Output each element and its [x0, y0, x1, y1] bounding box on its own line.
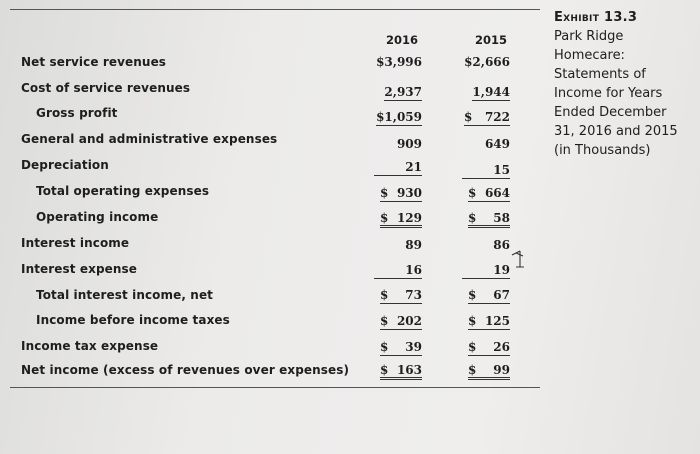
caption-line: Homecare: — [554, 48, 625, 63]
value-2016-cost-of-service-revenues: 2,937 — [384, 85, 422, 99]
row-label-general-admin-expenses: General and administrative expenses — [21, 132, 278, 146]
value-2015-income-before-taxes — [468, 314, 510, 330]
value-2015-total-operating-expenses — [468, 186, 510, 202]
value-2015-interest-expense: 19 — [462, 263, 510, 279]
caption-line: Park Ridge — [554, 29, 624, 44]
caption-line: Statements of — [554, 67, 646, 82]
amount: 722 — [484, 110, 510, 124]
dollar-sign: $ — [380, 288, 389, 302]
amount: 125 — [484, 314, 510, 328]
value-2015-gross-profit — [464, 110, 510, 126]
value-2016-income-before-taxes — [380, 314, 422, 330]
row-label-cost-of-service-revenues: Cost of service revenues — [21, 81, 191, 95]
column-header-2015: 2015 — [474, 33, 507, 47]
value-2015-net-income — [468, 363, 510, 380]
value-2015-cost-of-service-revenues: 1,944 — [472, 85, 510, 99]
bottom-rule — [10, 387, 540, 388]
dollar-sign: $ — [380, 340, 389, 354]
row-label-gross-profit: Gross profit — [36, 106, 118, 120]
caption-line: (in Thousands) — [554, 143, 651, 158]
value-2016-total-operating-expenses — [380, 186, 422, 202]
dollar-sign: $ — [380, 211, 389, 225]
exhibit-caption — [554, 8, 694, 160]
value-2016-income-tax-expense — [380, 340, 422, 356]
amount: 163 — [396, 363, 422, 377]
column-header-2016: 2016 — [385, 33, 418, 47]
amount: 67 — [493, 288, 510, 302]
row-label-depreciation: Depreciation — [21, 158, 109, 172]
amount: 664 — [484, 186, 510, 200]
dollar-sign: $ — [380, 363, 389, 377]
value-2016-net-service-revenues: $3,996 — [376, 55, 422, 69]
row-label-operating-income: Operating income — [36, 210, 159, 224]
caption-line: Ended December — [554, 105, 667, 120]
amount: 930 — [396, 186, 422, 200]
row-label-income-tax-expense: Income tax expense — [21, 339, 159, 353]
value-2016-depreciation: 21 — [374, 160, 422, 176]
value-2015-general-admin-expenses: 649 — [484, 137, 510, 151]
dollar-sign: $ — [468, 211, 477, 225]
amount: 58 — [493, 211, 510, 225]
value-2015-operating-income — [468, 211, 510, 228]
row-label-total-operating-expenses: Total operating expenses — [36, 184, 210, 198]
amount: 73 — [405, 288, 422, 302]
value-2015-interest-income: 86 — [493, 238, 510, 252]
amount: 202 — [396, 314, 422, 328]
amount: 26 — [493, 340, 510, 354]
caption-line: Income for Years — [554, 86, 663, 101]
value-2016-operating-income — [380, 211, 422, 228]
value-2015-income-tax-expense — [468, 340, 510, 356]
dollar-sign: $ — [468, 363, 477, 377]
pen-mark-icon — [510, 247, 528, 277]
caption-line: 31, 2016 and 2015 — [554, 124, 678, 139]
dollar-sign: $ — [468, 314, 477, 328]
dollar-sign: $ — [380, 186, 389, 200]
value-2016-general-admin-expenses: 909 — [396, 137, 422, 151]
exhibit-label: Exhibit 13.3 — [554, 10, 638, 25]
row-label-net-service-revenues: Net service revenues — [21, 55, 167, 69]
dollar-sign: $ — [468, 186, 477, 200]
dollar-sign: $ — [380, 314, 389, 328]
dollar-sign: $ — [468, 340, 477, 354]
value-2016-interest-income: 89 — [405, 238, 422, 252]
amount: 39 — [405, 340, 422, 354]
value-2015-net-service-revenues: $2,666 — [464, 55, 510, 69]
value-2016-gross-profit: $1,059 — [376, 110, 422, 124]
row-label-total-interest-income-net: Total interest income, net — [36, 288, 214, 302]
amount: 99 — [493, 363, 510, 377]
row-label-net-income: Net income (excess of revenues over expenses) — [21, 363, 350, 377]
row-label-income-before-taxes: Income before income taxes — [36, 313, 230, 327]
row-label-interest-income: Interest income — [21, 236, 130, 250]
value-2016-net-income — [380, 363, 422, 380]
value-2016-interest-expense: 16 — [374, 263, 422, 279]
amount: 129 — [396, 211, 422, 225]
top-rule — [10, 9, 540, 10]
value-2015-depreciation: 15 — [462, 163, 510, 179]
value-2016-total-interest-income-net — [380, 288, 422, 304]
row-label-interest-expense: Interest expense — [21, 262, 138, 276]
value-2015-total-interest-income-net — [468, 288, 510, 304]
dollar-sign: $ — [464, 110, 473, 124]
dollar-sign: $ — [468, 288, 477, 302]
